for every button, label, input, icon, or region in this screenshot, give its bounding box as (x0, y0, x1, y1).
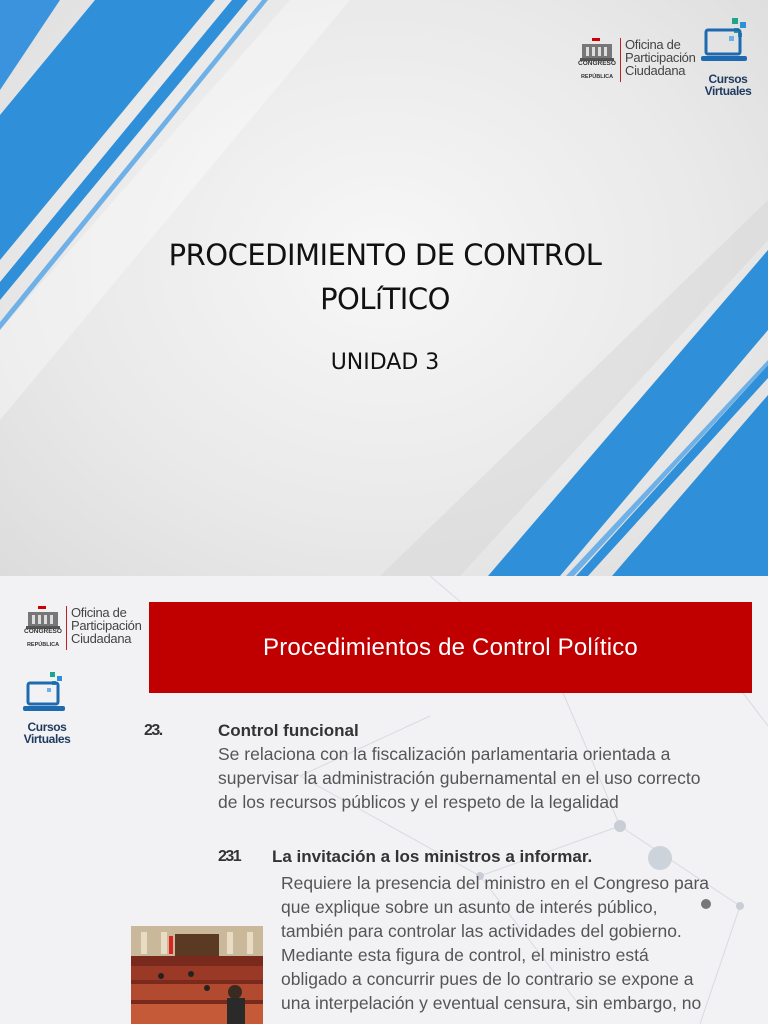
title-line-2: POLíTICO (320, 282, 450, 316)
subsection-number: 231 (218, 848, 241, 865)
content-slide (0, 576, 768, 1024)
cursos-line-1: Cursos (27, 720, 67, 734)
section-body-line: Se relaciona con la fiscalización parlamentaria orientada a (218, 744, 671, 764)
slide-title (120, 233, 650, 321)
cursos-line-1: Cursos (708, 72, 748, 86)
congreso-label: CONGRESO (578, 60, 616, 67)
section-title: Control funcional (218, 721, 359, 740)
oficina-line-2: Participación (625, 50, 696, 65)
banner-title: Procedimientos de Control Político (263, 633, 638, 661)
congress-photo (131, 926, 263, 1024)
section-banner (149, 602, 752, 693)
section-body (218, 742, 700, 814)
cursos-virtuales-logo-small (22, 672, 72, 745)
slide-subtitle: UNIDAD 3 (330, 350, 440, 375)
oficina-line-1: Oficina de (625, 37, 681, 52)
section-number: 23. (144, 722, 162, 739)
republica-label: REPÚBLICA (580, 74, 614, 80)
oficina-line-1: Oficina de (71, 605, 127, 620)
subsection-body-line: una interpelación y eventual censura, sin embargo, no (281, 993, 702, 1013)
subsection-body-line: obligado a concurrir pues de lo contrario se expone a (281, 969, 694, 989)
subsection-body (281, 871, 709, 1015)
congreso-label: CONGRESO (24, 628, 62, 635)
oficina-text (625, 38, 696, 77)
subsection-body-line: también para controlar las actividades del gobierno. (281, 921, 682, 941)
section-body-line: de los recursos públicos y el respeto de la legalidad (218, 792, 619, 812)
oficina-line-3: Ciudadana (71, 631, 132, 646)
cursos-line-2: Virtuales (23, 732, 71, 746)
congreso-logo (578, 38, 696, 82)
oficina-text (71, 606, 142, 645)
title-line-1: PROCEDIMIENTO DE CONTROL (168, 238, 602, 272)
subsection-title: La invitación a los ministros a informar. (272, 847, 593, 866)
congreso-logo-small (24, 606, 142, 650)
cursos-line-2: Virtuales (704, 84, 752, 98)
cursos-virtuales-logo (700, 18, 756, 97)
section-body-line: supervisar la administración gubernamental en el uso correcto (218, 768, 701, 788)
congreso-seal-icon (24, 606, 62, 650)
republica-label: REPÚBLICA (26, 642, 60, 648)
laptop-icon (22, 672, 72, 716)
oficina-line-2: Participación (71, 618, 142, 633)
laptop-icon (700, 18, 756, 68)
subsection-body-line: Requiere la presencia del ministro en el Congreso para (281, 873, 710, 893)
oficina-line-3: Ciudadana (625, 63, 686, 78)
subsection-body-line: que explique sobre un asunto de interés público, (281, 897, 658, 917)
subsection-body-line: Mediante esta figura de control, el ministro está (281, 945, 649, 965)
congreso-seal-icon (578, 38, 616, 82)
